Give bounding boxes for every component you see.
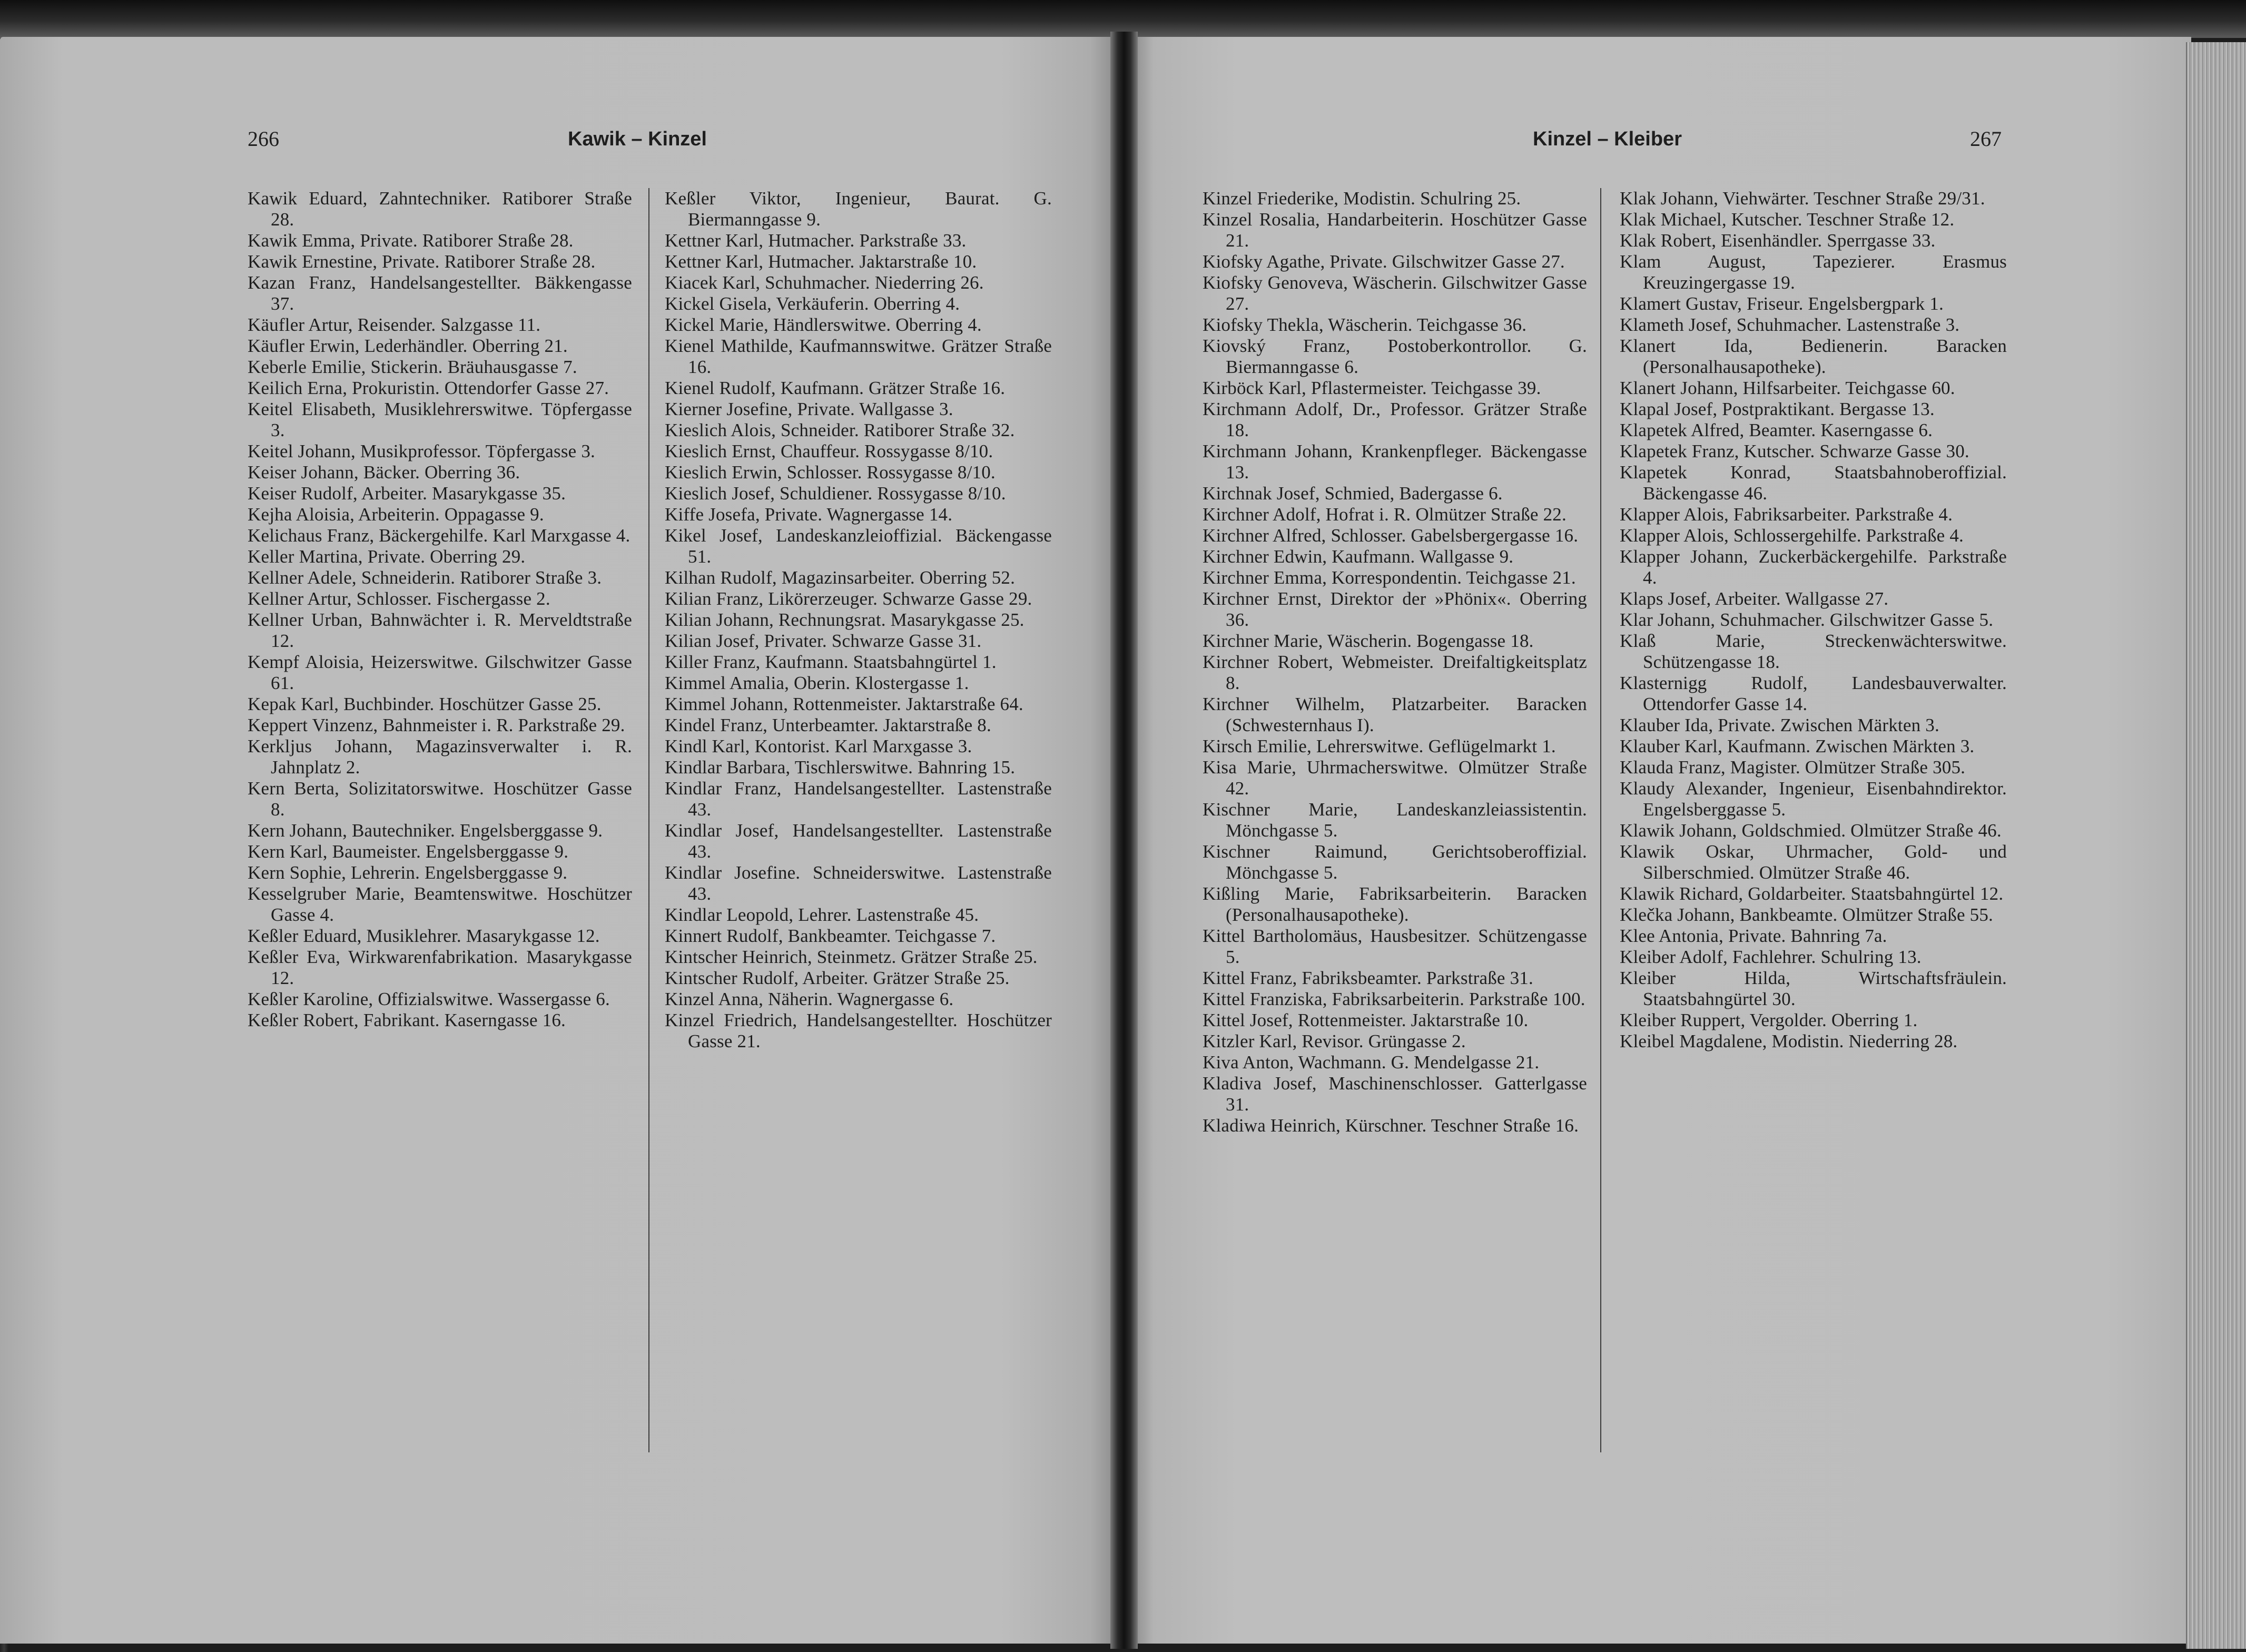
directory-entry: Kellner Artur, Schlosser. Fischergasse 2. [248, 588, 550, 609]
directory-entry: Kintscher Rudolf, Arbeiter. Grätzer Straße 25. [665, 968, 1010, 988]
directory-entry: Kladiva Josef, Maschinenschlosser. Gatterlgasse 31. [1203, 1073, 1587, 1115]
directory-entry: Kern Johann, Bautechniker. Engelsberggasse 9. [248, 820, 603, 841]
directory-entry: Kittel Franz, Fabriksbeamter. Parkstraße 31. [1203, 968, 1533, 988]
directory-entry: Klapper Alois, Schlossergehilfe. Parkstraße 4. [1620, 525, 1964, 546]
directory-entry: Klamert Gustav, Friseur. Engelsbergpark 1. [1620, 293, 1944, 314]
directory-entry: Kerkljus Johann, Magazinsverwalter i. R. Jahnplatz 2. [248, 736, 632, 778]
directory-entry: Klapal Josef, Postpraktikant. Bergasse 13. [1620, 399, 1935, 419]
directory-entry: Kazan Franz, Handelsangestellter. Bäkkengasse 37. [248, 272, 632, 314]
directory-entry: Kirchnak Josef, Schmied, Badergasse 6. [1203, 483, 1503, 504]
directory-entry: Klapetek Konrad, Staatsbahnoberoffizial. Bäckengasse 46. [1620, 462, 2007, 504]
directory-entry: Kirböck Karl, Pflastermeister. Teichgasse 39. [1203, 378, 1541, 398]
directory-entry: Kindlar Josefine. Schneiderswitwe. Lastenstraße 43. [665, 862, 1052, 904]
directory-entry: Klawik Johann, Goldschmied. Olmützer Straße 46. [1620, 820, 2002, 841]
directory-entry: Keppert Vinzenz, Bahnmeister i. R. Parkstraße 29. [248, 715, 625, 735]
directory-entry: Kawik Emma, Private. Ratiborer Straße 28. [248, 230, 574, 251]
directory-entry: Keiser Johann, Bäcker. Oberring 36. [248, 462, 520, 483]
right-page-column-2 [1620, 188, 2007, 1052]
directory-entry: Klapetek Alfred, Beamter. Kaserngasse 6. [1620, 420, 1933, 440]
directory-entry: Klameth Josef, Schuhmacher. Lastenstraße 3. [1620, 314, 1960, 335]
directory-entry: Kern Sophie, Lehrerin. Engelsberggasse 9. [248, 862, 568, 883]
directory-entry: Kinzel Friedrich, Handelsangestellter. Hoschützer Gasse 21. [665, 1010, 1052, 1051]
directory-entry: Klaß Marie, Streckenwächterswitwe. Schützengasse 18. [1620, 631, 2007, 672]
directory-entry: Kintscher Heinrich, Steinmetz. Grätzer Straße 25. [665, 947, 1038, 967]
right-page-number: 267 [1970, 127, 2002, 151]
directory-entry: Klee Antonia, Private. Bahnring 7a. [1620, 926, 1887, 946]
directory-entry: Kisa Marie, Uhrmacherswitwe. Olmützer Straße 42. [1203, 757, 1587, 799]
directory-entry: Kejha Aloisia, Arbeiterin. Oppagasse 9. [248, 504, 544, 525]
directory-entry: Kepak Karl, Buchbinder. Hoschützer Gasse 25. [248, 694, 602, 714]
left-page-column-2 [665, 188, 1052, 1052]
directory-entry: Keiser Rudolf, Arbeiter. Masarykgasse 35. [248, 483, 566, 504]
right-page-column-1 [1203, 188, 1587, 1136]
directory-entry: Kilian Josef, Privater. Schwarze Gasse 31. [665, 631, 982, 651]
directory-entry: Kirchner Adolf, Hofrat i. R. Olmützer Straße 22. [1203, 504, 1567, 525]
directory-entry: Kiovský Franz, Postoberkontrollor. G. Biermanngasse 6. [1203, 336, 1587, 377]
directory-entry: Kettner Karl, Hutmacher. Jaktarstraße 10. [665, 251, 977, 272]
directory-entry: Klasternigg Rudolf, Landesbauverwalter. Ottendorfer Gasse 14. [1620, 673, 2007, 714]
directory-entry: Kimmel Johann, Rottenmeister. Jaktarstraße 64. [665, 694, 1023, 714]
directory-entry: Kesselgruber Marie, Beamtenswitwe. Hoschützer Gasse 4. [248, 883, 632, 925]
directory-entry: Kienel Rudolf, Kaufmann. Grätzer Straße 16. [665, 378, 1006, 398]
directory-entry: Kilhan Rudolf, Magazinsarbeiter. Oberring 52. [665, 567, 1016, 588]
directory-entry: Keitel Elisabeth, Musiklehrerswitwe. Töpfergasse 3. [248, 399, 632, 440]
directory-entry: Klapetek Franz, Kutscher. Schwarze Gasse 30. [1620, 441, 1969, 461]
directory-entry: Kimmel Amalia, Oberin. Klostergasse 1. [665, 673, 969, 693]
directory-entry: Kleiber Hilda, Wirtschaftsfräulein. Staatsbahngürtel 30. [1620, 968, 2007, 1009]
directory-entry: Keßler Robert, Fabrikant. Kaserngasse 16. [248, 1010, 566, 1030]
directory-entry: Kirchner Marie, Wäscherin. Bogengasse 18. [1203, 631, 1534, 651]
directory-entry: Klauda Franz, Magister. Olmützer Straße 305. [1620, 757, 1966, 778]
directory-entry: Kettner Karl, Hutmacher. Parkstraße 33. [665, 230, 967, 251]
directory-entry: Keßler Eduard, Musiklehrer. Masarykgasse 12. [248, 926, 600, 946]
directory-entry: Kiacek Karl, Schuhmacher. Niederring 26. [665, 272, 984, 293]
right-running-head: Kinzel – Kleiber [1533, 128, 1682, 150]
directory-entry: Kirsch Emilie, Lehrerswitwe. Geflügelmarkt 1. [1203, 736, 1556, 756]
directory-entry: Kirchmann Adolf, Dr., Professor. Grätzer Straße 18. [1203, 399, 1587, 440]
directory-entry: Kindl Karl, Kontorist. Karl Marxgasse 3. [665, 736, 972, 756]
directory-entry: Kladiwa Heinrich, Kürschner. Teschner Straße 16. [1203, 1115, 1579, 1136]
directory-entry: Kitzler Karl, Revisor. Grüngasse 2. [1203, 1031, 1466, 1051]
directory-entry: Kißling Marie, Fabriksarbeiterin. Baracken (Personalhausapotheke). [1203, 883, 1587, 925]
left-page-number: 266 [248, 127, 279, 151]
directory-entry: Kiofsky Thekla, Wäscherin. Teichgasse 36. [1203, 314, 1527, 335]
directory-entry: Kleiber Adolf, Fachlehrer. Schulring 13. [1620, 947, 1922, 967]
directory-entry: Kempf Aloisia, Heizerswitwe. Gilschwitzer Gasse 61. [248, 652, 632, 693]
directory-entry: Kieslich Erwin, Schlosser. Rossygasse 8/10. [665, 462, 996, 483]
directory-entry: Kern Karl, Baumeister. Engelsberggasse 9. [248, 841, 569, 862]
directory-entry: Kirchner Emma, Korrespondentin. Teichgasse 21. [1203, 567, 1576, 588]
directory-entry: Kischner Raimund, Gerichtsoberoffizial. Mönchgasse 5. [1203, 841, 1587, 883]
directory-entry: Keilich Erna, Prokuristin. Ottendorfer Gasse 27. [248, 378, 609, 398]
directory-entry: Klawik Oskar, Uhrmacher, Gold- und Silberschmied. Olmützer Straße 46. [1620, 841, 2007, 883]
directory-entry: Kieslich Ernst, Chauffeur. Rossygasse 8/10. [665, 441, 993, 461]
page-edges [2186, 42, 2246, 1649]
directory-entry: Kindlar Josef, Handelsangestellter. Lastenstraße 43. [665, 820, 1052, 862]
directory-entry: Klar Johann, Schuhmacher. Gilschwitzer Gasse 5. [1620, 609, 1994, 630]
directory-entry: Klaudy Alexander, Ingenieur, Eisenbahndirektor. Engelsberggasse 5. [1620, 778, 2007, 820]
directory-entry: Kawik Ernestine, Private. Ratiborer Straße 28. [248, 251, 596, 272]
directory-entry: Kawik Eduard, Zahntechniker. Ratiborer Straße 28. [248, 188, 632, 230]
directory-entry: Kindlar Barbara, Tischlerswitwe. Bahnring 15. [665, 757, 1016, 778]
directory-entry: Kierner Josefine, Private. Wallgasse 3. [665, 399, 953, 419]
directory-entry: Kittel Bartholomäus, Hausbesitzer. Schützengasse 5. [1203, 926, 1587, 967]
directory-entry: Klawik Richard, Goldarbeiter. Staatsbahngürtel 12. [1620, 883, 2004, 904]
directory-entry: Kinzel Anna, Näherin. Wagnergasse 6. [665, 989, 954, 1009]
directory-entry: Keßler Eva, Wirkwarenfabrikation. Masarykgasse 12. [248, 947, 632, 988]
directory-entry: Kleiber Ruppert, Vergolder. Oberring 1. [1620, 1010, 1918, 1030]
directory-entry: Keßler Viktor, Ingenieur, Baurat. G. Biermanngasse 9. [665, 188, 1052, 230]
directory-entry: Kirchner Ernst, Direktor der »Phönix«. Oberring 36. [1203, 588, 1587, 630]
directory-entry: Kinnert Rudolf, Bankbeamter. Teichgasse 7. [665, 926, 996, 946]
directory-entry: Kickel Gisela, Verkäuferin. Oberring 4. [665, 293, 960, 314]
left-running-head: Kawik – Kinzel [568, 128, 707, 150]
right-column-rule [1600, 188, 1601, 1452]
directory-entry: Kellner Adele, Schneiderin. Ratiborer Straße 3. [248, 567, 602, 588]
directory-entry: Kittel Franziska, Fabriksarbeiterin. Parkstraße 100. [1203, 989, 1585, 1009]
directory-entry: Keller Martina, Private. Oberring 29. [248, 546, 526, 567]
directory-entry: Kern Berta, Solizitatorswitwe. Hoschützer Gasse 8. [248, 778, 632, 820]
directory-entry: Klauber Ida, Private. Zwischen Märkten 3. [1620, 715, 1939, 735]
directory-entry: Kikel Josef, Landeskanzleioffizial. Bäckengasse 51. [665, 525, 1052, 567]
directory-entry: Klečka Johann, Bankbeamte. Olmützer Straße 55. [1620, 904, 1993, 925]
directory-entry: Klaps Josef, Arbeiter. Wallgasse 27. [1620, 588, 1889, 609]
book-gutter [1110, 32, 1138, 1649]
directory-entry: Kellner Urban, Bahnwächter i. R. Merveldtstraße 12. [248, 609, 632, 651]
left-page-column-1 [248, 188, 632, 1031]
directory-entry: Keberle Emilie, Stickerin. Bräuhausgasse 7. [248, 357, 577, 377]
directory-entry: Kindel Franz, Unterbeamter. Jaktarstraße 8. [665, 715, 991, 735]
directory-entry: Kinzel Friederike, Modistin. Schulring 25. [1203, 188, 1521, 209]
directory-entry: Kindlar Franz, Handelsangestellter. Lastenstraße 43. [665, 778, 1052, 820]
directory-entry: Klapper Alois, Fabriksarbeiter. Parkstraße 4. [1620, 504, 1953, 525]
directory-entry: Keßler Karoline, Offizialswitwe. Wassergasse 6. [248, 989, 610, 1009]
directory-entry: Kiva Anton, Wachmann. G. Mendelgasse 21. [1203, 1052, 1540, 1073]
directory-entry: Kieslich Josef, Schuldiener. Rossygasse 8/10. [665, 483, 1006, 504]
directory-entry: Kienel Mathilde, Kaufmannswitwe. Grätzer Straße 16. [665, 336, 1052, 377]
directory-entry: Klak Michael, Kutscher. Teschner Straße 12. [1620, 209, 1955, 230]
directory-entry: Kirchner Robert, Webmeister. Dreifaltigkeitsplatz 8. [1203, 652, 1587, 693]
directory-entry: Kelichaus Franz, Bäckergehilfe. Karl Marxgasse 4. [248, 525, 631, 546]
directory-entry: Kittel Josef, Rottenmeister. Jaktarstraße 10. [1203, 1010, 1529, 1030]
directory-entry: Klauber Karl, Kaufmann. Zwischen Märkten 3. [1620, 736, 1975, 756]
directory-entry: Kiofsky Genoveva, Wäscherin. Gilschwitzer Gasse 27. [1203, 272, 1587, 314]
left-column-rule [648, 188, 649, 1452]
directory-entry: Kieslich Alois, Schneider. Ratiborer Straße 32. [665, 420, 1015, 440]
directory-entry: Klam August, Tapezierer. Erasmus Kreuzingergasse 19. [1620, 251, 2007, 293]
directory-entry: Kilian Johann, Rechnungsrat. Masarykgasse 25. [665, 609, 1025, 630]
directory-entry: Kirchmann Johann, Krankenpfleger. Bäckengasse 13. [1203, 441, 1587, 483]
directory-entry: Klak Johann, Viehwärter. Teschner Straße 29/31. [1620, 188, 1985, 209]
directory-entry: Kleibel Magdalene, Modistin. Niederring 28. [1620, 1031, 1958, 1051]
directory-entry: Kirchner Alfred, Schlosser. Gabelsbergergasse 16. [1203, 525, 1579, 546]
directory-entry: Keitel Johann, Musikprofessor. Töpfergasse 3. [248, 441, 595, 461]
directory-entry: Kirchner Edwin, Kaufmann. Wallgasse 9. [1203, 546, 1514, 567]
directory-entry: Käufler Artur, Reisender. Salzgasse 11. [248, 314, 541, 335]
directory-entry: Kindlar Leopold, Lehrer. Lastenstraße 45. [665, 904, 979, 925]
directory-entry: Kinzel Rosalia, Handarbeiterin. Hoschützer Gasse 21. [1203, 209, 1587, 251]
directory-entry: Kirchner Wilhelm, Platzarbeiter. Baracken (Schwesternhaus I). [1203, 694, 1587, 735]
directory-entry: Klanert Ida, Bedienerin. Baracken (Personalhausapotheke). [1620, 336, 2007, 377]
directory-entry: Killer Franz, Kaufmann. Staatsbahngürtel 1. [665, 652, 997, 672]
directory-entry: Kilian Franz, Likörerzeuger. Schwarze Gasse 29. [665, 588, 1032, 609]
directory-entry: Kickel Marie, Händlerswitwe. Oberring 4. [665, 314, 982, 335]
directory-entry: Klak Robert, Eisenhändler. Sperrgasse 33. [1620, 230, 1936, 251]
directory-entry: Käufler Erwin, Lederhändler. Oberring 21. [248, 336, 568, 356]
directory-entry: Kischner Marie, Landeskanzleiassistentin. Mönchgasse 5. [1203, 799, 1587, 841]
directory-entry: Klapper Johann, Zuckerbäckergehilfe. Parkstraße 4. [1620, 546, 2007, 588]
directory-entry: Klanert Johann, Hilfsarbeiter. Teichgasse 60. [1620, 378, 1955, 398]
directory-entry: Kiffe Josefa, Private. Wagnergasse 14. [665, 504, 953, 525]
directory-entry: Kiofsky Agathe, Private. Gilschwitzer Gasse 27. [1203, 251, 1565, 272]
